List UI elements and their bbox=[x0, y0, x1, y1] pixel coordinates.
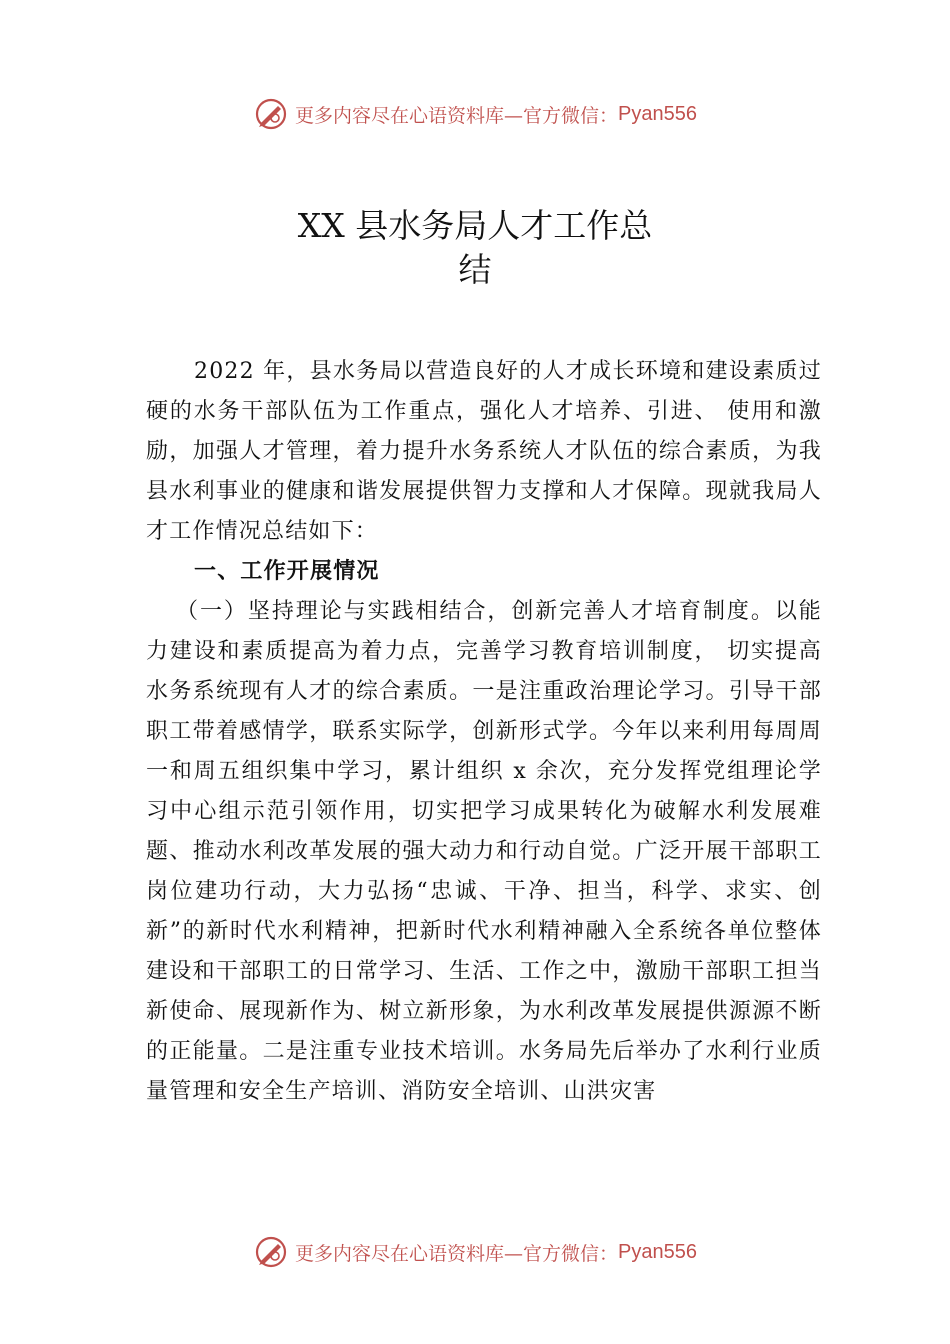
banner-wechat-id: Pyan556 bbox=[618, 102, 697, 125]
banner-text: 更多内容尽在心语资料库—官方微信： bbox=[295, 104, 619, 127]
footer-banner bbox=[0, 1232, 950, 1272]
section-paragraph: （一）坚持理论与实践相结合，创新完善人才培育制度。以能力建设和素质提高为着力点，完善学习教育培训制度， 切实提高水务系统现有人才的综合素质。一是注重政治理论学习。引导干部职工带着感情学，联系实际学，创新形式学。今年以来利用每周周一和周五组织集中学习，累计组织 x 余次，充分发挥党组理论学习中心组示范引领作用，切实把学习成果转化为破解水利发展难题、推动水利改革发展的强大动力和行动自觉。广泛开展干部职工岗位建功行动，大力弘扬“忠诚、干净、担当，科学、求实、创新”的新时代水利精神，把新时代水利精神融入全系统各单位整体建设和干部职工的日常学习、生活、工作之中，激励干部职工担当新使命、展现新作为、树立新形象，为水利改革发展提供源源不断的正能量。二是注重专业技术培训。水务局先后举办了水利行业质量管理和安全生产培训、消防安全培训、山洪灾害 bbox=[146, 599, 822, 1104]
pen-logo-icon bbox=[253, 96, 289, 132]
intro-paragraph: 2022 年，县水务局以营造良好的人才成长环境和建设素质过硬的水务干部队伍为工作重点，强化人才培养、引进、 使用和激励，加强人才管理，着力提升水务系统人才队伍的综合素质，为我县水利事业的健康和谐发展提供智力支撑和人才保障。现就我局人才工作情况总结如下： bbox=[146, 359, 822, 544]
pen-logo-icon bbox=[253, 1234, 289, 1270]
banner-text: 更多内容尽在心语资料库—官方微信： bbox=[295, 1242, 619, 1265]
header-banner bbox=[0, 94, 950, 134]
section-heading: 一、工作开展情况 bbox=[194, 559, 380, 584]
document-body bbox=[146, 352, 822, 1112]
page-title bbox=[0, 204, 950, 292]
title-line-2: 结 bbox=[458, 250, 492, 289]
banner-wechat-id: Pyan556 bbox=[618, 1240, 697, 1263]
title-line-1: XX 县水务局人才工作总 bbox=[297, 206, 653, 245]
